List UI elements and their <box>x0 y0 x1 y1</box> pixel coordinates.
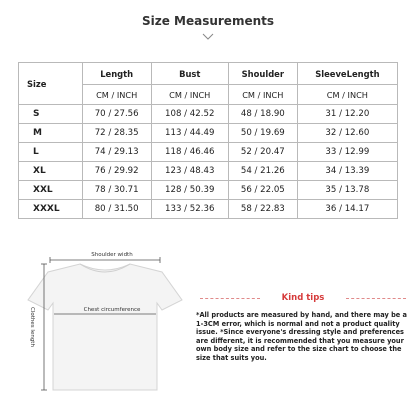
unit-label: CM / INCH <box>151 85 228 105</box>
column-header-bust: Bust <box>151 63 228 85</box>
page-title: Size Measurements <box>141 14 275 28</box>
table-cell: 128 / 50.39 <box>151 181 228 200</box>
tshirt-icon <box>28 264 182 390</box>
unit-label: CM / INCH <box>297 85 397 105</box>
table-cell: 72 / 28.35 <box>82 124 151 143</box>
table-cell: 50 / 19.69 <box>228 124 297 143</box>
table-row <box>19 124 398 143</box>
shoulder-width-label: Shoulder width <box>91 252 133 258</box>
table-cell: 80 / 31.50 <box>82 200 151 219</box>
unit-label: CM / INCH <box>82 85 151 105</box>
size-table <box>18 62 398 219</box>
table-cell: 123 / 48.43 <box>151 162 228 181</box>
size-label: L <box>19 143 83 162</box>
table-cell: 118 / 46.46 <box>151 143 228 162</box>
size-label: M <box>19 124 83 143</box>
table-cell: 133 / 52.36 <box>151 200 228 219</box>
table-row <box>19 143 398 162</box>
size-label: XL <box>19 162 83 181</box>
table-cell: 31 / 12.20 <box>297 105 397 124</box>
chevron-down-icon <box>202 33 214 41</box>
chest-label: Chest circumference <box>83 307 141 313</box>
tshirt-diagram <box>20 250 190 400</box>
table-cell: 35 / 13.78 <box>297 181 397 200</box>
table-row <box>19 181 398 200</box>
divider-right <box>346 298 406 300</box>
table-row <box>19 105 398 124</box>
table-cell: 52 / 20.47 <box>228 143 297 162</box>
size-label: XXL <box>19 181 83 200</box>
unit-label: CM / INCH <box>228 85 297 105</box>
size-label: XXXL <box>19 200 83 219</box>
table-cell: 56 / 22.05 <box>228 181 297 200</box>
table-cell: 78 / 30.71 <box>82 181 151 200</box>
kind-tips-title: Kind tips <box>281 293 325 303</box>
table-cell: 108 / 42.52 <box>151 105 228 124</box>
table-cell: 70 / 27.56 <box>82 105 151 124</box>
table-cell: 48 / 18.90 <box>228 105 297 124</box>
table-cell: 76 / 29.92 <box>82 162 151 181</box>
table-cell: 58 / 22.83 <box>228 200 297 219</box>
size-label: S <box>19 105 83 124</box>
kind-tips-text: *All products are measured by hand, and there may be a 1-3CM error, which is normal and not a product quality issue. *Since everyone's dressing style and preferences are different, it is recommended that you measure your own body size and refer to the size chart to choose the size that suits you. <box>196 311 407 362</box>
table-cell: 32 / 12.60 <box>297 124 397 143</box>
table-cell: 74 / 29.13 <box>82 143 151 162</box>
table-cell: 113 / 44.49 <box>151 124 228 143</box>
column-header-sleeve: SleeveLength <box>297 63 397 85</box>
column-header-shoulder: Shoulder <box>228 63 297 85</box>
table-cell: 34 / 13.39 <box>297 162 397 181</box>
size-column-header: Size <box>19 63 83 105</box>
table-cell: 36 / 14.17 <box>297 200 397 219</box>
length-label: Clothes length <box>29 307 35 347</box>
table-cell: 33 / 12.99 <box>297 143 397 162</box>
table-row <box>19 200 398 219</box>
table-cell: 54 / 21.26 <box>228 162 297 181</box>
table-row <box>19 162 398 181</box>
column-header-length: Length <box>82 63 151 85</box>
